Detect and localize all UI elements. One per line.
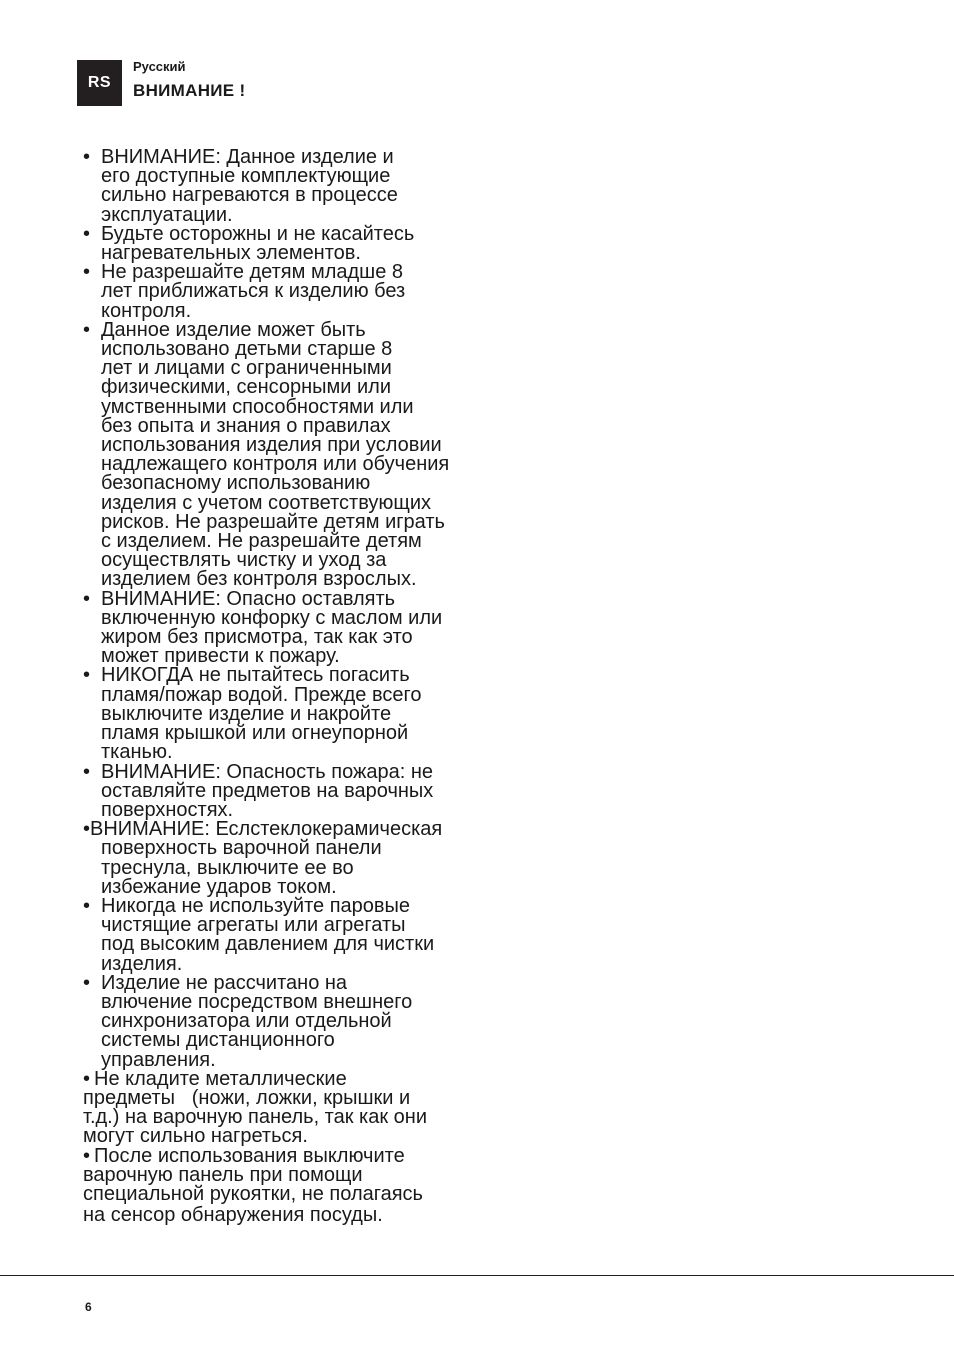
warning-line: с изделием. Не разрешайте детям bbox=[101, 530, 422, 553]
bullet-icon: • bbox=[83, 818, 91, 841]
warning-item bbox=[83, 820, 503, 897]
warning-line: избежание ударов током. bbox=[101, 875, 337, 898]
warnings-list bbox=[83, 148, 503, 1225]
warning-line: эксплуатации. bbox=[101, 203, 233, 226]
footer-divider bbox=[0, 1275, 954, 1276]
warning-line: поверхность варочной панели bbox=[101, 837, 382, 860]
warning-line: ВНИМАНИЕ: Опасность пожара: не bbox=[101, 760, 434, 783]
bullet-icon: • bbox=[83, 146, 91, 168]
warning-line: Не разрешайте детям младше 8 bbox=[101, 261, 404, 284]
warning-line: НИКОГДА не пытайтесь погасить bbox=[101, 664, 410, 687]
bullet-icon: • bbox=[83, 261, 91, 284]
warning-line: поверхностях. bbox=[101, 798, 234, 821]
page-number: 6 bbox=[85, 1300, 92, 1314]
warning-line: нагревательных элементов. bbox=[101, 242, 361, 265]
warning-line: изделия. bbox=[101, 952, 183, 975]
warning-item bbox=[83, 263, 503, 321]
warning-line: жиром без присмотра, так как это bbox=[101, 626, 413, 649]
warning-line: Будьте осторожны и не касайтесь bbox=[101, 222, 415, 245]
warning-line: сильно нагреваются в процессе bbox=[101, 184, 398, 207]
warning-line: ВНИМАНИЕ: Данное изделие и bbox=[101, 146, 394, 168]
warning-line: его доступные комплектующие bbox=[101, 165, 391, 188]
warning-line: выключите изделие и накройте bbox=[101, 702, 392, 725]
warning-line: лет приближаться к изделию без bbox=[101, 280, 406, 303]
warning-line: изделием без контроля взрослых. bbox=[101, 568, 417, 591]
warning-line: Изделие не рассчитано на bbox=[101, 971, 348, 994]
warning-line: треснула, выключите ее во bbox=[101, 856, 354, 879]
bullet-icon: • bbox=[83, 760, 91, 783]
bullet-icon: • bbox=[83, 1144, 91, 1167]
warning-line: предметы (ножи, ложки, крышки и bbox=[83, 1086, 411, 1109]
bullet-icon: • bbox=[83, 222, 91, 245]
warning-line-text: Не кладите металлические bbox=[94, 1067, 347, 1090]
warning-line: влючение посредством внешнего bbox=[101, 990, 413, 1013]
bullet-icon: • bbox=[83, 587, 91, 610]
warning-line: могут сильно нагреться. bbox=[83, 1125, 308, 1148]
warning-line: умственными способностями или bbox=[101, 395, 414, 418]
warning-line: использования изделия при условии bbox=[101, 434, 442, 457]
bullet-icon: • bbox=[83, 318, 91, 341]
warning-line-text: После использования выключите bbox=[94, 1144, 405, 1167]
warning-item bbox=[83, 222, 503, 265]
warning-item bbox=[83, 587, 503, 668]
language-badge: RS bbox=[77, 60, 122, 106]
warning-line: на сенсор обнаружения посуды. bbox=[83, 1204, 383, 1227]
warning-item bbox=[83, 1067, 503, 1148]
warning-line bbox=[83, 1144, 503, 1167]
warning-item bbox=[83, 148, 503, 225]
warning-line: под высоким давлением для чистки bbox=[101, 933, 435, 956]
warning-line: ВНИМАНИЕ: Опасно оставлять bbox=[101, 587, 396, 610]
language-name: Русский bbox=[133, 59, 186, 74]
warning-line: пламя крышкой или огнеупорной bbox=[101, 722, 409, 745]
warning-item bbox=[83, 760, 503, 821]
warning-line: безопасному использованию bbox=[101, 472, 371, 495]
warning-line: контроля. bbox=[101, 299, 192, 322]
warning-line: физическими, сенсорными или bbox=[101, 376, 392, 399]
warning-line: осуществлять чистку и уход за bbox=[101, 549, 387, 572]
warning-line: изделия с учетом соответствующих bbox=[101, 491, 432, 514]
warning-line: без опыта и знания о правилах bbox=[101, 414, 391, 437]
bullet-icon: • bbox=[83, 894, 91, 917]
warning-line: рисков. Не разрешайте детям играть bbox=[101, 510, 445, 533]
warning-item bbox=[83, 894, 503, 975]
warning-line: чистящие агрегаты или агрегаты bbox=[101, 914, 406, 937]
warning-line: включенную конфорку с маслом или bbox=[101, 606, 443, 629]
warning-line: системы дистанционного bbox=[101, 1029, 335, 1052]
warning-line: Данное изделие может быть bbox=[101, 318, 366, 341]
bullet-icon: • bbox=[83, 664, 91, 687]
warning-line: варочную панель при помощи bbox=[83, 1163, 363, 1186]
warning-line: надлежащего контроля или обучения bbox=[101, 453, 450, 476]
warning-item bbox=[83, 971, 503, 1071]
warning-line: пламя/пожар водой. Прежде всего bbox=[101, 683, 422, 706]
warning-line: оставляйте предметов на варочных bbox=[101, 779, 434, 802]
warning-line: тканью. bbox=[101, 741, 173, 764]
bullet-icon: • bbox=[83, 971, 91, 994]
warning-line-text: ВНИМАНИЕ: Еслстеклокерамическая bbox=[90, 818, 443, 841]
warning-line: специальной рукоятки, не полагаясь bbox=[83, 1182, 423, 1205]
warning-item bbox=[83, 666, 503, 762]
warning-line: может привести к пожару. bbox=[101, 645, 340, 668]
section-title: ВНИМАНИЕ ! bbox=[133, 81, 246, 100]
warning-line: Никогда не используйте паровые bbox=[101, 894, 411, 917]
bullet-icon: • bbox=[83, 1067, 91, 1090]
warning-line: управления. bbox=[101, 1048, 216, 1071]
warning-line: использовано детьми старше 8 bbox=[101, 338, 393, 361]
warning-line: т.д.) на варочную панель, так как они bbox=[83, 1106, 428, 1129]
warning-item bbox=[83, 318, 503, 591]
warning-item bbox=[83, 1144, 503, 1227]
warning-line: лет и лицами с ограниченными bbox=[101, 357, 392, 380]
warning-line: синхронизатора или отдельной bbox=[101, 1010, 392, 1033]
